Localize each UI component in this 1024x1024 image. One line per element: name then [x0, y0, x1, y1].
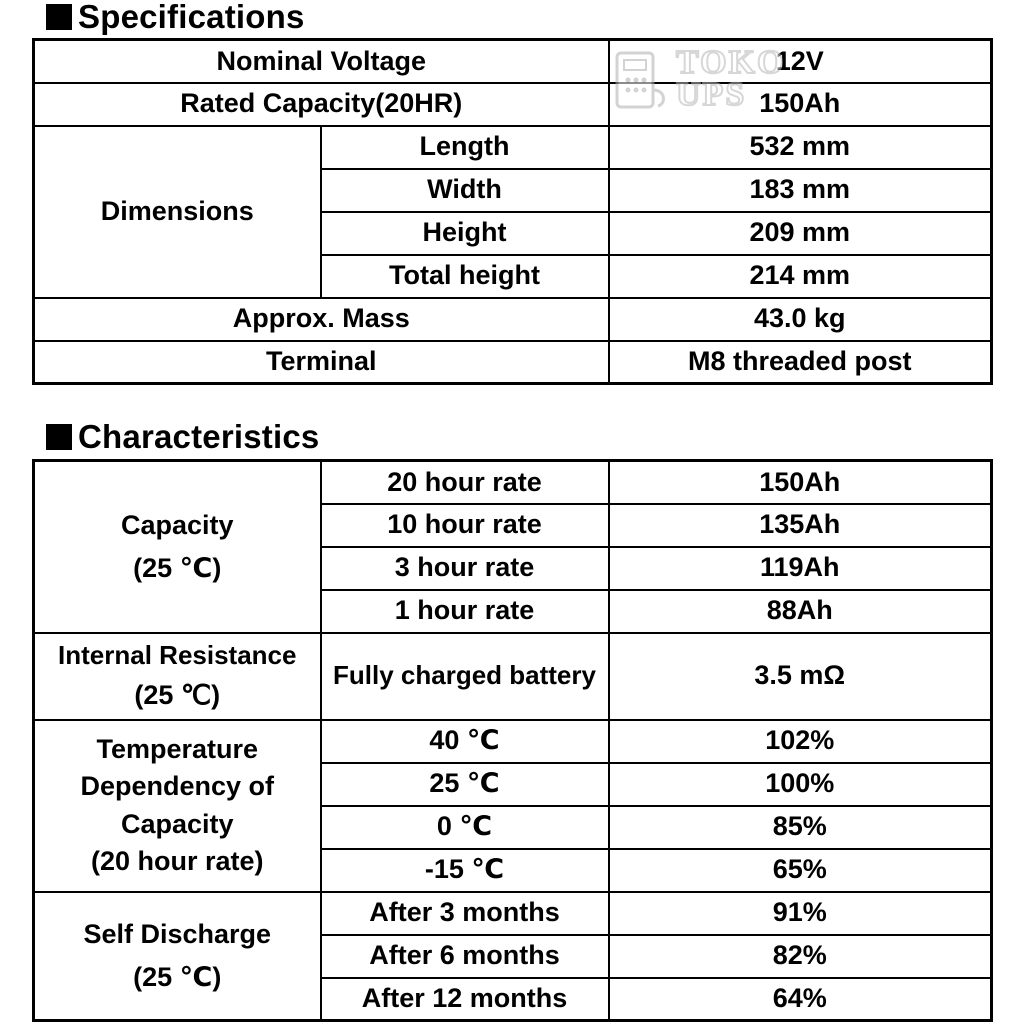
table-row [34, 83, 992, 126]
internal-resistance-label-line1: Internal Resistance [58, 639, 297, 670]
self-discharge-label-line1: Self Discharge [83, 918, 272, 949]
temperature-dependency-label-line2: Dependency of [80, 771, 275, 802]
mass-value: 43.0 kg [609, 298, 992, 341]
temperature-value: 100% [609, 763, 992, 806]
dimension-value: 214 mm [609, 255, 992, 298]
dimension-label: Total height [321, 255, 609, 298]
self-discharge-value: 91% [609, 892, 992, 935]
self-discharge-label [34, 892, 321, 1021]
temperature-dependency-label-line4: (20 hour rate) [90, 845, 264, 876]
table-row [34, 40, 992, 83]
temperature-dependency-label [34, 720, 321, 892]
table-row [34, 892, 992, 935]
terminal-label: Terminal [34, 341, 609, 384]
internal-resistance-label [34, 633, 321, 720]
dimension-label: Length [321, 126, 609, 169]
capacity-label-line1: Capacity [120, 509, 234, 540]
temperature-value: 102% [609, 720, 992, 763]
watermark-line2: UPS [676, 76, 747, 113]
mass-label: Approx. Mass [34, 298, 609, 341]
watermark-line1: TOKO [676, 44, 786, 81]
rated-capacity-value: 150Ah [609, 83, 992, 126]
dimension-label: Width [321, 169, 609, 212]
square-bullet-icon [46, 424, 72, 450]
temperature-value: 65% [609, 849, 992, 892]
self-discharge-period: After 6 months [321, 935, 609, 978]
internal-resistance-value: 3.5 mΩ [609, 633, 992, 720]
temperature-label: 40 ℃ [321, 720, 609, 763]
temperature-dependency-label-line1: Temperature [96, 734, 259, 765]
characteristics-heading [46, 420, 319, 454]
square-bullet-icon [46, 4, 72, 30]
internal-resistance-condition: Fully charged battery [321, 633, 609, 720]
dimensions-label: Dimensions [34, 126, 321, 298]
capacity-rate-label: 20 hour rate [321, 461, 609, 504]
table-row [34, 341, 992, 384]
nominal-voltage-value: 12V [609, 40, 992, 83]
dimension-value: 532 mm [609, 126, 992, 169]
table-row [34, 298, 992, 341]
capacity-rate-label: 1 hour rate [321, 590, 609, 633]
self-discharge-value: 64% [609, 978, 992, 1021]
dimension-value: 183 mm [609, 169, 992, 212]
dimension-label: Height [321, 212, 609, 255]
characteristics-heading-text: Characteristics [78, 418, 320, 455]
temperature-label: 25 ℃ [321, 763, 609, 806]
table-row [34, 461, 992, 504]
capacity-rate-value: 150Ah [609, 461, 992, 504]
self-discharge-period: After 3 months [321, 892, 609, 935]
self-discharge-value: 82% [609, 935, 992, 978]
capacity-rate-value: 119Ah [609, 547, 992, 590]
specifications-heading [46, 0, 305, 34]
table-row [34, 126, 992, 169]
temperature-value: 85% [609, 806, 992, 849]
internal-resistance-label-line2: (25 ℃) [134, 680, 221, 711]
specifications-table [32, 38, 993, 385]
terminal-value: M8 threaded post [609, 341, 992, 384]
capacity-rate-value: 135Ah [609, 504, 992, 547]
self-discharge-period: After 12 months [321, 978, 609, 1021]
characteristics-table [32, 459, 993, 1022]
temperature-dependency-label-line3: Capacity [120, 808, 234, 839]
capacity-rate-label: 10 hour rate [321, 504, 609, 547]
temperature-label: -15 ℃ [321, 849, 609, 892]
rated-capacity-label: Rated Capacity(20HR) [34, 83, 609, 126]
capacity-rate-value: 88Ah [609, 590, 992, 633]
capacity-label-line2: (25 ℃) [133, 552, 222, 583]
table-row [34, 720, 992, 763]
capacity-label [34, 461, 321, 633]
nominal-voltage-label: Nominal Voltage [34, 40, 609, 83]
dimension-value: 209 mm [609, 212, 992, 255]
temperature-label: 0 ℃ [321, 806, 609, 849]
self-discharge-label-line2: (25 ℃) [133, 961, 222, 992]
table-row [34, 633, 992, 720]
capacity-rate-label: 3 hour rate [321, 547, 609, 590]
specifications-heading-text: Specifications [78, 0, 305, 35]
